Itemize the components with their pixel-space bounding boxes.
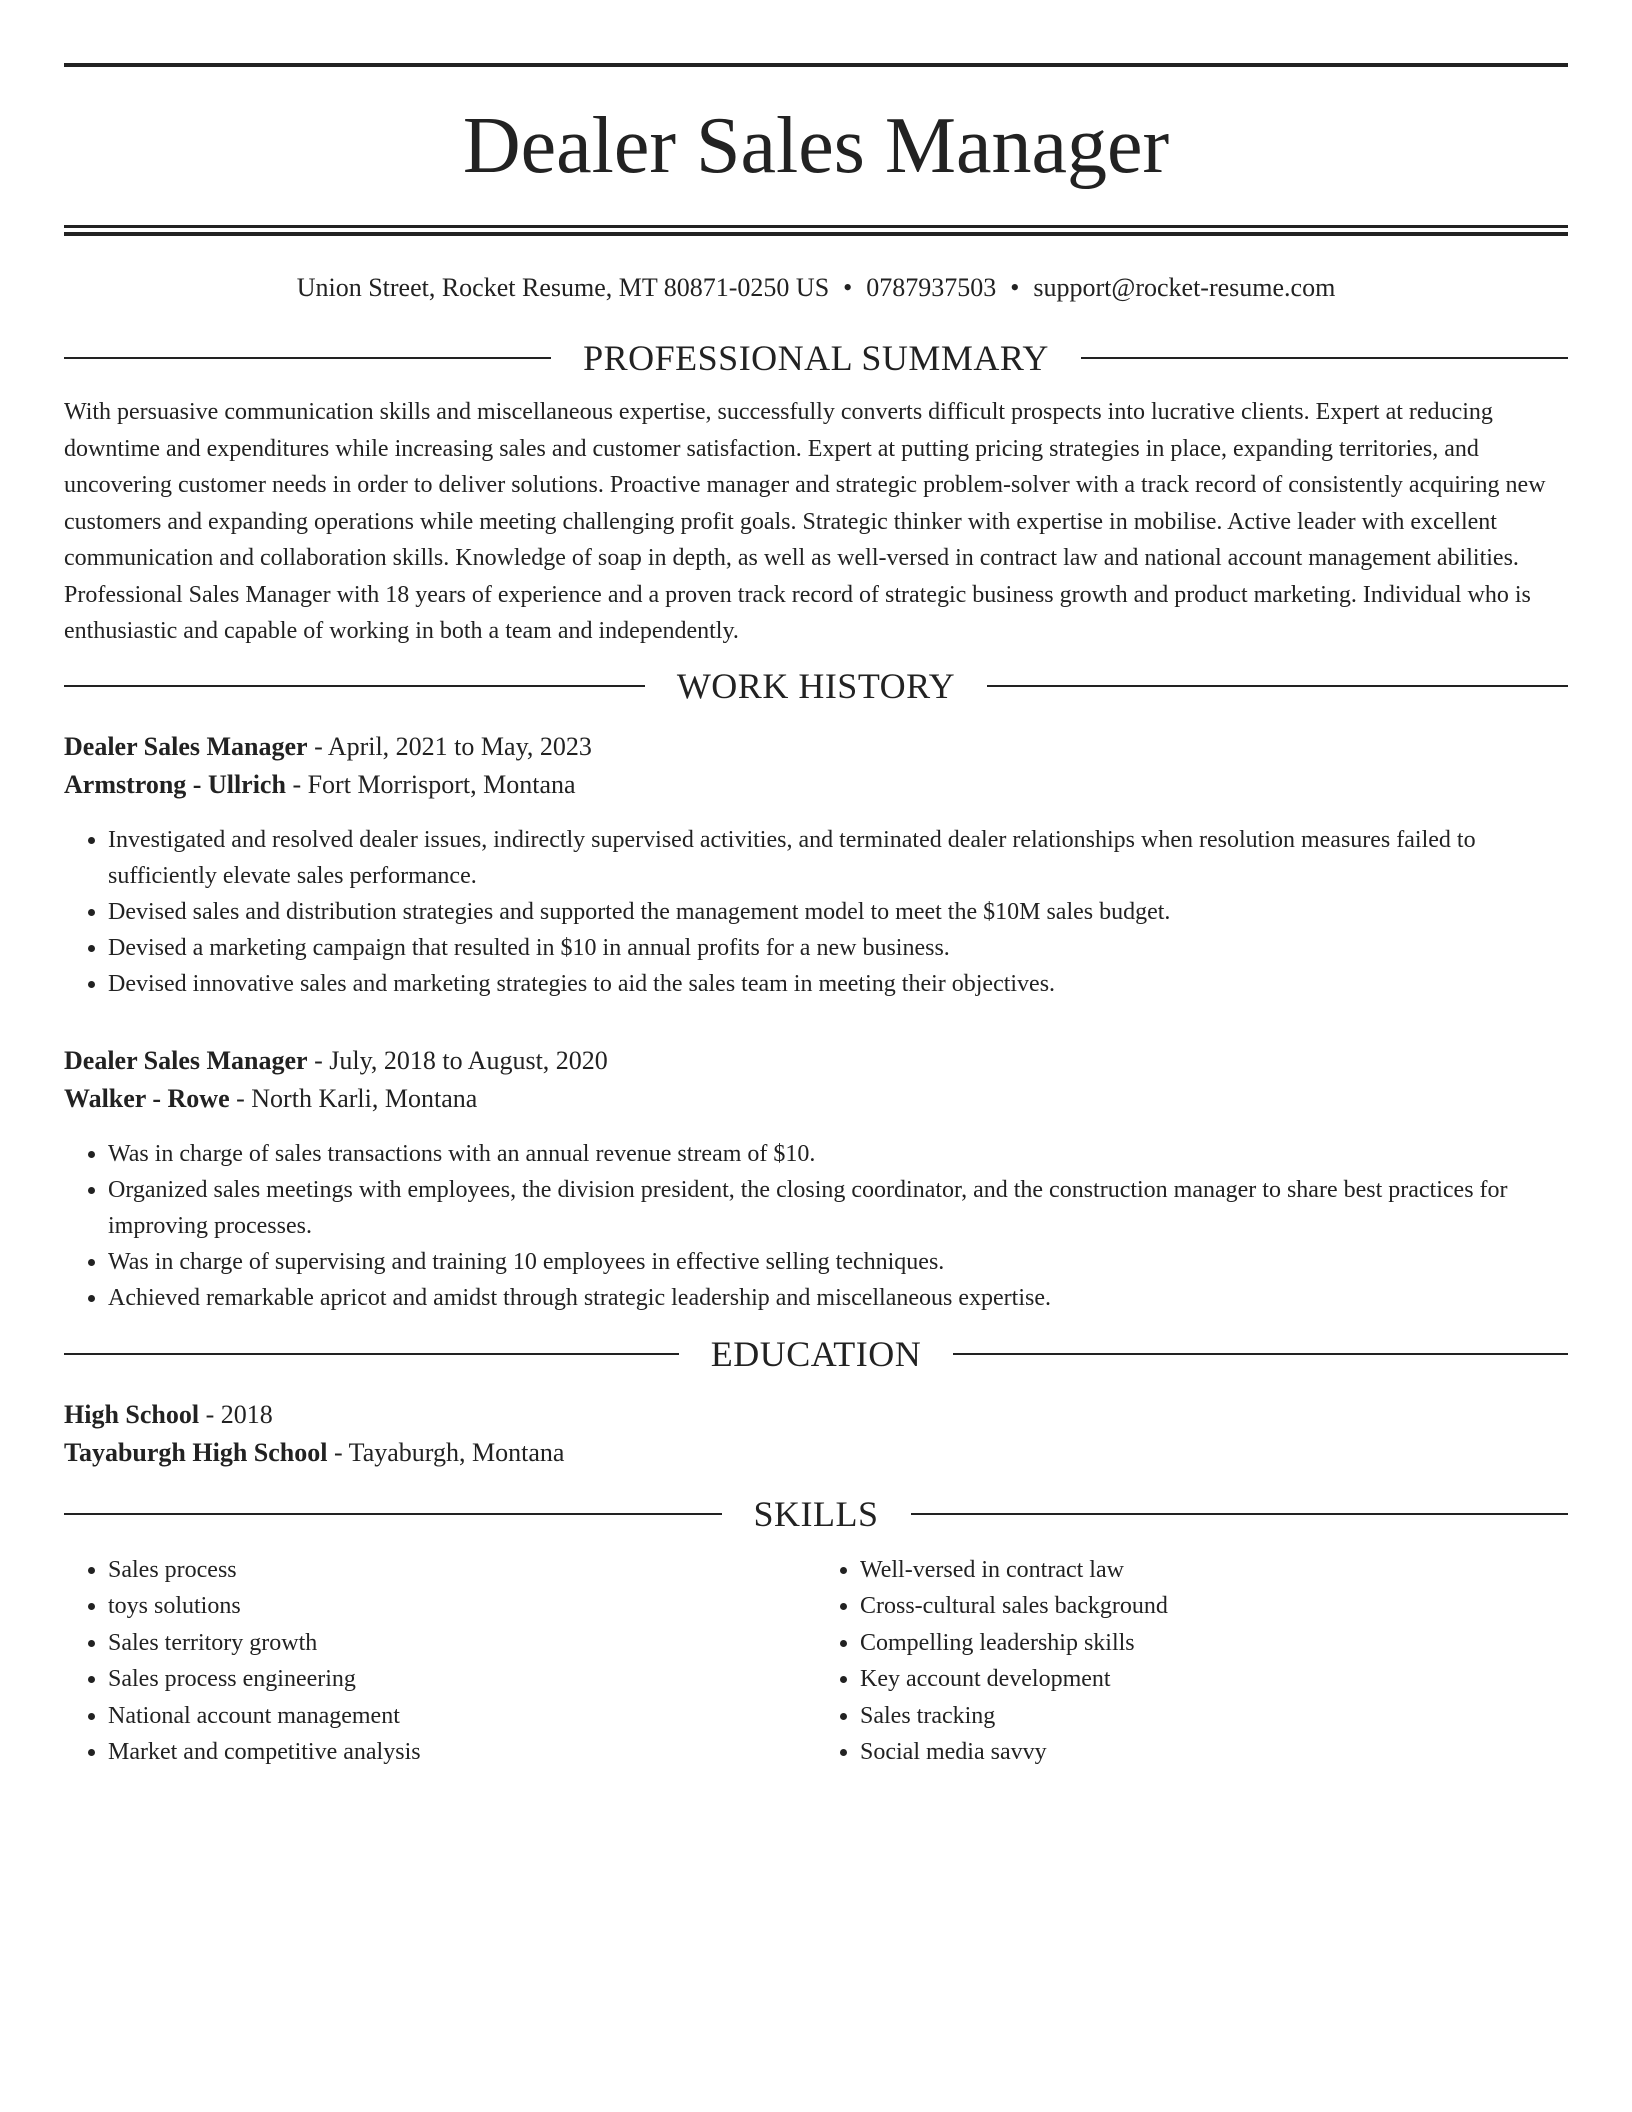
skill-item: • Sales territory growth — [108, 1625, 816, 1662]
job-role: Dealer Sales Manager — [64, 1045, 308, 1075]
list-item: • Devised a marketing campaign that resulted in $10 in annual profits for a new business. — [108, 930, 1568, 966]
education-school: Tayaburgh High School — [64, 1437, 328, 1467]
skill-item: • Well-versed in contract law — [860, 1552, 1568, 1589]
section-title: EDUCATION — [710, 1333, 922, 1374]
section-heading-skills — [64, 1492, 1568, 1536]
job-entry — [64, 728, 1568, 1002]
education-entry — [64, 1396, 1568, 1472]
phone: 0787937503 — [866, 273, 997, 302]
heading-rule — [64, 1353, 679, 1355]
contact-separator: • — [1010, 273, 1020, 302]
job-company: Armstrong - Ullrich — [64, 769, 286, 799]
list-item: • Was in charge of sales transactions with an annual revenue stream of $10. — [108, 1136, 1568, 1172]
skills-columns — [64, 1552, 1568, 1771]
job-dates: - July, 2018 to August, 2020 — [307, 1045, 608, 1075]
skill-item: • Cross-cultural sales background — [860, 1588, 1568, 1625]
top-rule — [64, 63, 1568, 67]
skill-item: • Sales process engineering — [108, 1661, 816, 1698]
heading-rule — [911, 1513, 1569, 1515]
section-title: PROFESSIONAL SUMMARY — [583, 338, 1049, 378]
contact-separator: • — [843, 273, 853, 302]
heading-rule — [64, 685, 645, 687]
list-item: • Investigated and resolved dealer issues, indirectly supervised activities, and terminated dealer relationships when resolution measures failed to sufficiently elevate sales performance. — [108, 822, 1568, 894]
candidate-name: Dealer Sales Manager — [462, 102, 1170, 190]
job-title-line — [64, 1042, 1568, 1080]
skill-item: • Sales process — [108, 1552, 816, 1589]
job-dates: - April, 2021 to May, 2023 — [307, 731, 592, 761]
skill-item: • Key account development — [860, 1661, 1568, 1698]
section-heading-education — [64, 1332, 1568, 1376]
address: Union Street, Rocket Resume, MT 80871-0250 US — [296, 273, 830, 302]
list-item: • Devised sales and distribution strategies and supported the management model to meet the $10M sales budget. — [108, 894, 1568, 930]
job-role: Dealer Sales Manager — [64, 731, 308, 761]
heading-rule — [64, 357, 551, 359]
job-bullets — [64, 1136, 1568, 1316]
section-title: SKILLS — [753, 1493, 879, 1534]
job-company-line — [64, 766, 1568, 804]
education-year: - 2018 — [199, 1399, 273, 1429]
skill-item: • National account management — [108, 1698, 816, 1735]
double-rule — [64, 225, 1568, 236]
skill-item: • Social media savvy — [860, 1734, 1568, 1771]
heading-rule — [64, 1513, 722, 1515]
list-item: • Was in charge of supervising and training 10 employees in effective selling techniques. — [108, 1244, 1568, 1280]
job-entry — [64, 1042, 1568, 1316]
section-title: WORK HISTORY — [676, 665, 956, 706]
skills-list-left — [64, 1552, 816, 1771]
job-location: - North Karli, Montana — [229, 1083, 478, 1113]
job-company-line — [64, 1080, 1568, 1118]
list-item: • Achieved remarkable apricot and amidst through strategic leadership and miscellaneous expertise. — [108, 1280, 1568, 1316]
job-bullets — [64, 822, 1568, 1002]
heading-rule — [987, 685, 1568, 687]
section-heading-summary — [64, 336, 1568, 380]
job-title-line — [64, 728, 1568, 766]
section-heading-work — [64, 664, 1568, 708]
education-degree-line — [64, 1396, 1568, 1434]
contact-line — [64, 272, 1568, 304]
summary-text: With persuasive communication skills and miscellaneous expertise, successfully converts difficult prospects into lucrative clients. Expert at reducing downtime and expenditures while increasing sales and customer satisfaction. Expert at putting pricing strategies in place, expanding territories, and uncovering customer needs in order to deliver solutions. Proactive manager and strategic problem-solver with a track record of consistently acquiring new customers and expanding operations while meeting challenging profit goals. Strategic thinker with expertise in mobilise. Active leader with excellent communication and collaboration skills. Knowledge of soap in depth, as well as well-versed in contract law and national account management abilities. Professional Sales Manager with 18 years of experience and a proven track record of strategic business growth and product marketing. Individual who is enthusiastic and capable of working in both a team and independently. — [64, 399, 1546, 644]
skill-item: • Sales tracking — [860, 1698, 1568, 1735]
job-location: - Fort Morrisport, Montana — [285, 769, 576, 799]
education-location: - Tayaburgh, Montana — [327, 1437, 565, 1467]
skill-item: • toys solutions — [108, 1588, 816, 1625]
skill-item: • Market and competitive analysis — [108, 1734, 816, 1771]
heading-rule — [1081, 357, 1568, 359]
job-company: Walker - Rowe — [64, 1083, 230, 1113]
education-school-line — [64, 1434, 1568, 1472]
skill-item: • Compelling leadership skills — [860, 1625, 1568, 1662]
list-item: • Devised innovative sales and marketing strategies to aid the sales team in meeting their objectives. — [108, 966, 1568, 1002]
email: support@rocket-resume.com — [1033, 273, 1336, 302]
list-item: • Organized sales meetings with employees, the division president, the closing coordinator, and the construction manager to share best practices for improving processes. — [108, 1172, 1568, 1244]
heading-rule — [953, 1353, 1568, 1355]
skills-list-right — [816, 1552, 1568, 1771]
education-degree: High School — [64, 1399, 200, 1429]
